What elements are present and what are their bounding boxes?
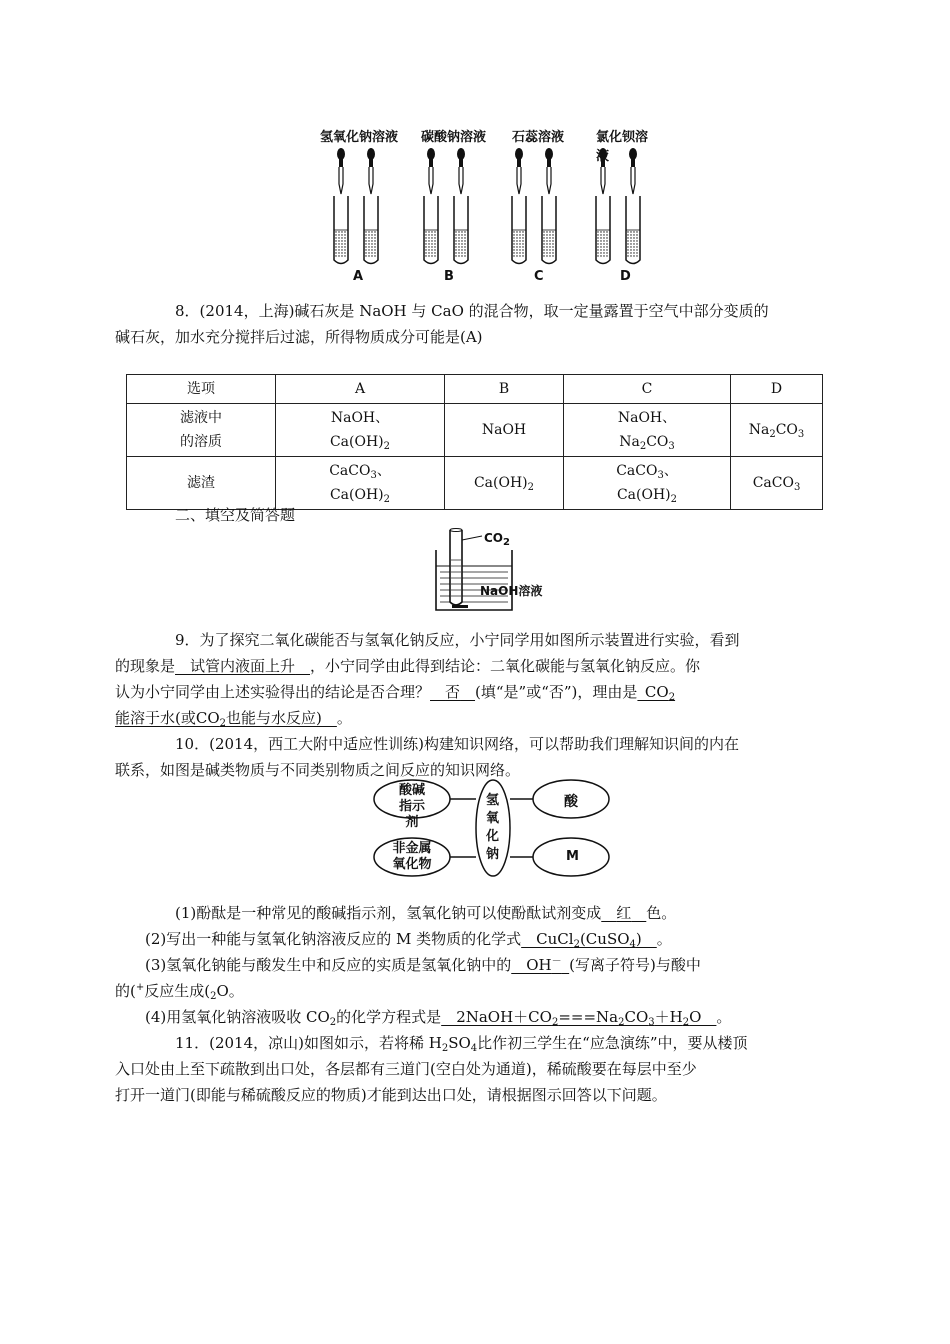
tube-letter-c: C (534, 269, 544, 284)
table-cell: NaOH、 $Ca(OH)_2$ (276, 404, 445, 457)
table-header-cell: A (276, 375, 445, 404)
naoh-solution-label: NaOH溶液 (480, 584, 543, 598)
knowledge-network (370, 778, 615, 883)
q9-answer-3a: $CO_2$ (637, 683, 676, 703)
q8-text (115, 298, 810, 350)
table-cell: NaOH (445, 404, 564, 457)
tube-letter-a: A (353, 269, 364, 284)
figure-co2-beaker (432, 526, 562, 616)
label-litmus: 石蕊溶液 (512, 130, 565, 145)
q10-parts: (1)酚酞是一种常见的酸碱指示剂，氢氧化钠可以使酚酞试剂变成 红 色。 (2)写出一种能与氢氧化钠溶液反应的 M 类物质的化学式 CuCl$_2$(CuSO$_4$) 。 (3)氢氧化钠能与酸发生中和反应的实质是氢氧化钠中的 OH－ (写离子符号)与酸中 的(+反应生成($_2O$。 (4)用氢氧化钠溶液吸收 $CO_2$的化学方程式是 $2NaOH+CO_2===Na_2CO_3+H_2O$ 。 (115, 904, 732, 1028)
test-tube-with-dropper (542, 148, 556, 264)
tube-letter-d: D (620, 269, 631, 284)
test-tube-with-dropper (626, 148, 640, 264)
table-header-cell: 选项 (127, 375, 276, 404)
test-tube-with-dropper (454, 148, 468, 264)
table-cell: CaCO$_3$ (731, 457, 823, 510)
table-header-cell: D (731, 375, 823, 404)
tube-letter-b: B (444, 269, 454, 284)
table-header-row (127, 375, 823, 404)
table-cell: $Ca(OH)_2$ (445, 457, 564, 510)
node-indicator: 酸碱 指示剂 (398, 783, 425, 830)
table-cell: $Na_2CO_3$ (731, 404, 823, 457)
table-cell: NaOH、 $Na_2CO_3$ (564, 404, 731, 457)
test-tube-with-dropper (596, 148, 610, 264)
q9-answer-3b: 能溶于水(或$CO_2$也能与水反应) (115, 709, 337, 729)
table-header-cell: C (564, 375, 731, 404)
test-tube-with-dropper (364, 148, 378, 264)
q10-answer-2: CuCl$_2$(CuSO$_4$) (521, 930, 657, 950)
q11-text: 11．(2014，凉山)如图如示，若将稀 $H_2SO_4$比作初三学生在“应急演练”中，要从楼顶 入口处由上至下疏散到出口处，各层都有三道门(空白处为通道)，稀硫酸要在每层中至少 打开一道门(即能与稀硫酸反应的物质)才能到达出口处，请根据图示回答以下问题。 (115, 1034, 748, 1104)
test-tube-with-dropper (512, 148, 526, 264)
q10-answer-1: 红 (616, 904, 632, 922)
node-naoh: 氢 氧 化 钠 (486, 793, 500, 862)
label-na2co3: 碳酸钠溶液 (421, 130, 487, 145)
test-tube-with-dropper (424, 148, 438, 264)
node-acid: 酸 (564, 794, 578, 810)
q10-answer-3: OH－ (511, 956, 562, 974)
figure-test-tubes (300, 122, 660, 292)
test-tube-with-dropper (334, 148, 348, 264)
q9-answer-1: 试管内液面上升 (190, 657, 296, 675)
table-row-label: 滤液中 的溶质 (127, 404, 276, 457)
node-nonmetal-oxide: 非金属 氧化物 (392, 841, 432, 872)
node-m: M (566, 849, 579, 864)
table-header-cell: B (445, 375, 564, 404)
q10-answer-4: $2NaOH+CO_2===Na_2CO_3+H_2O$ (441, 1008, 717, 1028)
q10-text: 10．(2014，西工大附中适应性训练)构建知识网络，可以帮助我们理解知识间的内在 联系，如图是碱类物质与不同类别物质之间反应的知识网络。 (115, 735, 739, 779)
table-row (127, 404, 823, 457)
table-row-label: 滤渣 (127, 457, 276, 510)
options-table (126, 374, 823, 510)
label-bacl2: 氯化钡溶液 (596, 130, 649, 164)
co2-label: $CO_2$ (484, 531, 510, 548)
label-naoh: 氢氧化钠溶液 (320, 130, 399, 145)
table-cell: CaCO$_3$、 $Ca(OH)_2$ (564, 457, 731, 510)
q8-line1: 8．(2014，上海)碱石灰是 NaOH 与 CaO 的混合物，取一定量露置于空气中部分变质的 (175, 302, 769, 320)
q9-answer-2: 否 (445, 683, 461, 701)
q8-line2: 碱石灰，加水充分搅拌后过滤，所得物质成分可能是(A) (115, 328, 483, 346)
table-cell: CaCO$_3$、 $Ca(OH)_2$ (276, 457, 445, 510)
q9-text: 9．为了探究二氧化碳能否与氢氧化钠反应，小宁同学用如图所示装置进行实验，看到 的现象是 试管内液面上升 ，小宁同学由此得到结论：二氧化碳能与氢氧化钠反应。你 认为小宁同学由上述实验得出的结论是否合理？ 否 (填“是”或“否”)，理由是 $CO_2$ 能溶于水(或$CO_2$也能与水反应) 。 (115, 631, 740, 729)
section-heading: 二、填空及简答题 (175, 506, 296, 524)
